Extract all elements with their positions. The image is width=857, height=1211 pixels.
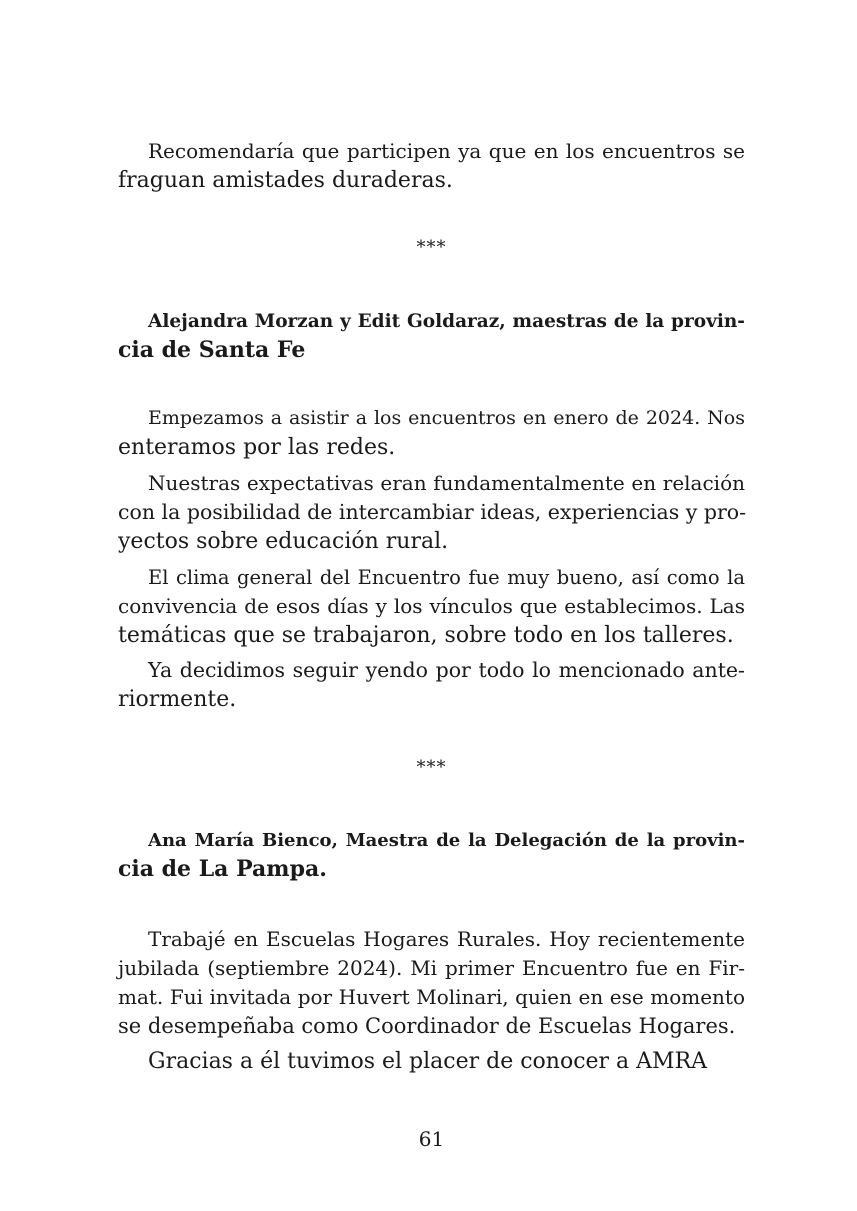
paragraph-line: temáticas que se trabajaron, sobre todo en los talleres. bbox=[118, 623, 734, 648]
paragraph-line: Gracias a él tuvimos el placer de conocer a AMRA bbox=[148, 1049, 708, 1074]
paragraph-line: Trabajé en Escuelas Hogares Rurales. Hoy recientemente bbox=[148, 927, 745, 951]
paragraph-line: convivencia de esos días y los vínculos que establecimos. Las bbox=[118, 594, 745, 618]
paragraph-line: Nuestras expectativas eran fundamentalmente en relación bbox=[148, 471, 745, 495]
paragraph-line: jubilada (septiembre 2024). Mi primer Encuentro fue en Fir- bbox=[118, 956, 745, 980]
paragraph-line: Ya decidimos seguir yendo por todo lo mencionado ante- bbox=[148, 658, 745, 682]
book-page bbox=[118, 0, 745, 1211]
paragraph-line: El clima general del Encuentro fue muy bueno, así como la bbox=[148, 566, 745, 589]
section-heading: Alejandra Morzan y Edit Goldaraz, maestras de la provin- bbox=[148, 311, 745, 332]
paragraph-line: Recomendaría que participen ya que en los encuentros se bbox=[148, 139, 745, 163]
paragraph-line: fraguan amistades duraderas. bbox=[118, 168, 453, 193]
section-heading: Ana María Bienco, Maestra de la Delegación de la provin- bbox=[148, 830, 745, 851]
section-separator: *** bbox=[416, 237, 447, 258]
paragraph-line: Empezamos a asistir a los encuentros en enero de 2024. Nos bbox=[148, 407, 745, 429]
paragraph-line: con la posibilidad de intercambiar ideas, experiencias y pro- bbox=[118, 500, 747, 524]
section-separator: *** bbox=[416, 757, 447, 778]
paragraph-line: se desempeñaba como Coordinador de Escuelas Hogares. bbox=[118, 1014, 736, 1038]
section-heading: cia de Santa Fe bbox=[118, 337, 306, 363]
paragraph-line: riormente. bbox=[118, 687, 237, 712]
paragraph-line: enteramos por las redes. bbox=[118, 435, 396, 460]
section-heading: cia de La Pampa. bbox=[118, 856, 327, 882]
paragraph-line: mat. Fui invitada por Huvert Molinari, quien en ese momento bbox=[118, 985, 745, 1009]
page-number: 61 bbox=[418, 1127, 445, 1151]
paragraph-line: yectos sobre educación rural. bbox=[118, 529, 449, 554]
